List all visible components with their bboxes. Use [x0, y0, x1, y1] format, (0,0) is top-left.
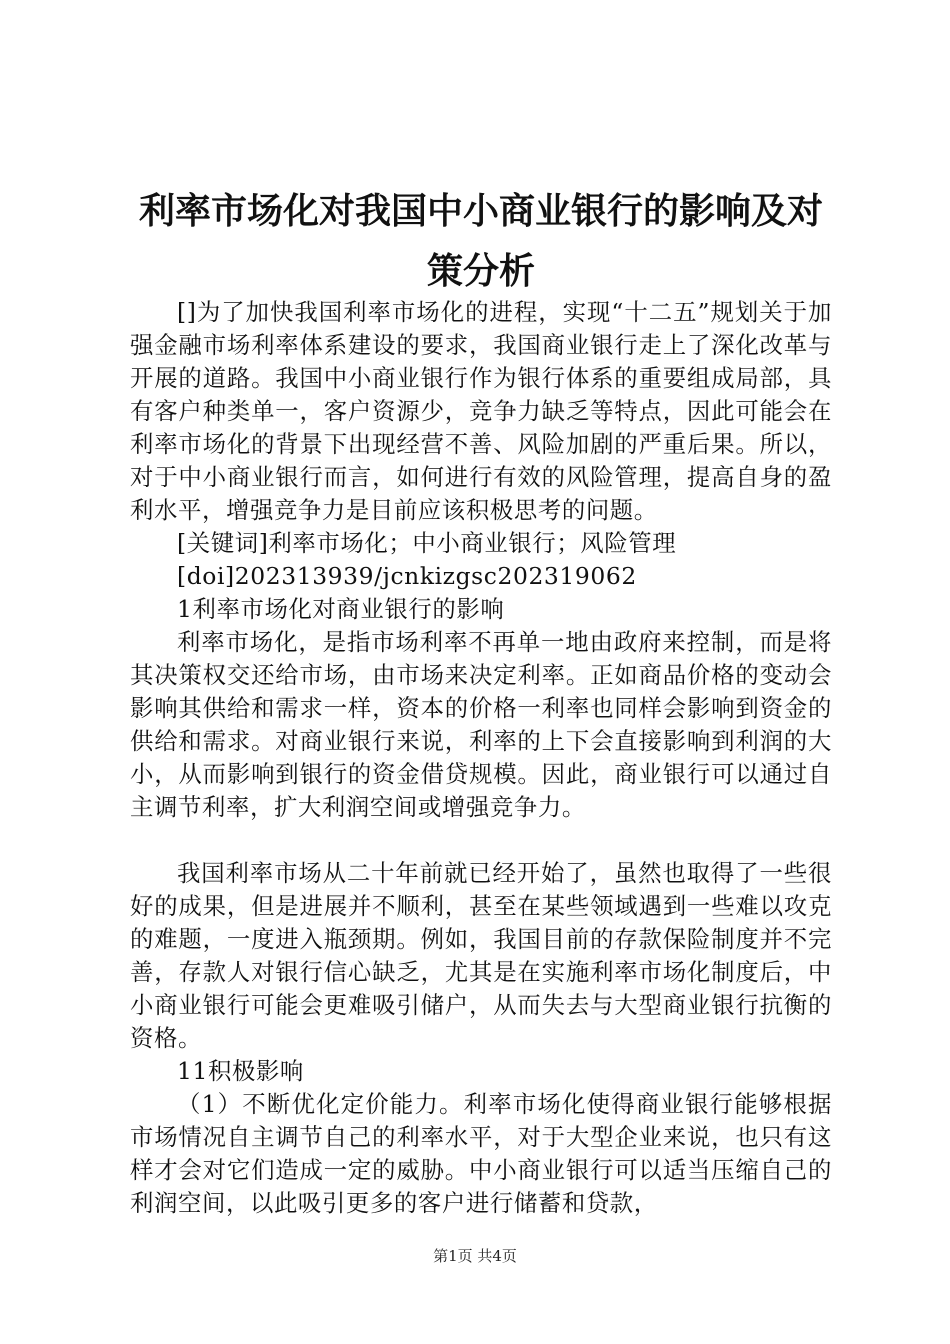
abstract-paragraph: []为了加快我国利率市场化的进程，实现“十二五”规划关于加强金融市场利率体系建设的要求，我国商业银行走上了深化改革与开展的道路。我国中小商业银行作为银行体系的重要组成局部，具有客户种类单一，客户资源少，竞争力缺乏等特点，因此可能会在利率市场化的背景下出现经营不善、风险加剧的严重后果。所以，对于中小商业银行而言，如何进行有效的风险管理，提高自身的盈利水平，增强竞争力是目前应该积极思考的问题。 [130, 298, 832, 524]
body-paragraph: 我国利率市场从二十年前就已经开始了，虽然也取得了一些很好的成果，但是进展并不顺利，甚至在某些领域遇到一些难以攻克的难题，一度进入瓶颈期。例如，我国目前的存款保险制度并不完善，存款人对银行信心缺乏，尤其是在实施利率市场化制度后，中小商业银行可能会更难吸引储户，从而失去与大型商业银行抗衡的资格。 [130, 859, 832, 1052]
keywords-line: [关键词]利率市场化；中小商业银行；风险管理 [177, 529, 677, 557]
doi-line: [doi]202313939/jcnkizgsc202319062 [177, 562, 637, 590]
body-paragraph: 利率市场化，是指市场利率不再单一地由政府来控制，而是将其决策权交还给市场，由市场来决定利率。正如商品价格的变动会影响其供给和需求一样，资本的价格一利率也同样会影响到资金的供给和需求。对商业银行来说，利率的上下会直接影响到利润的大小，从而影响到银行的资金借贷规模。因此，商业银行可以通过自主调节利率，扩大利润空间或增强竞争力。 [130, 628, 832, 821]
document-title: 利率市场化对我国中小商业银行的影响及对策分析 [138, 191, 823, 292]
page-footer: 第1页 共4页 [433, 1247, 517, 1265]
body-paragraph: （1）不断优化定价能力。利率市场化使得商业银行能够根据市场情况自主调节自己的利率水平，对于大型企业来说，也只有这样才会对它们造成一定的威胁。中小商业银行可以适当压缩自己的利润空间，以此吸引更多的客户进行储蓄和贷款， [130, 1090, 832, 1217]
document-body [130, 296, 832, 1220]
subsection-heading: 11积极影响 [177, 1057, 304, 1085]
section-heading: 1利率市场化对商业银行的影响 [177, 595, 505, 623]
blank-line [130, 824, 832, 857]
